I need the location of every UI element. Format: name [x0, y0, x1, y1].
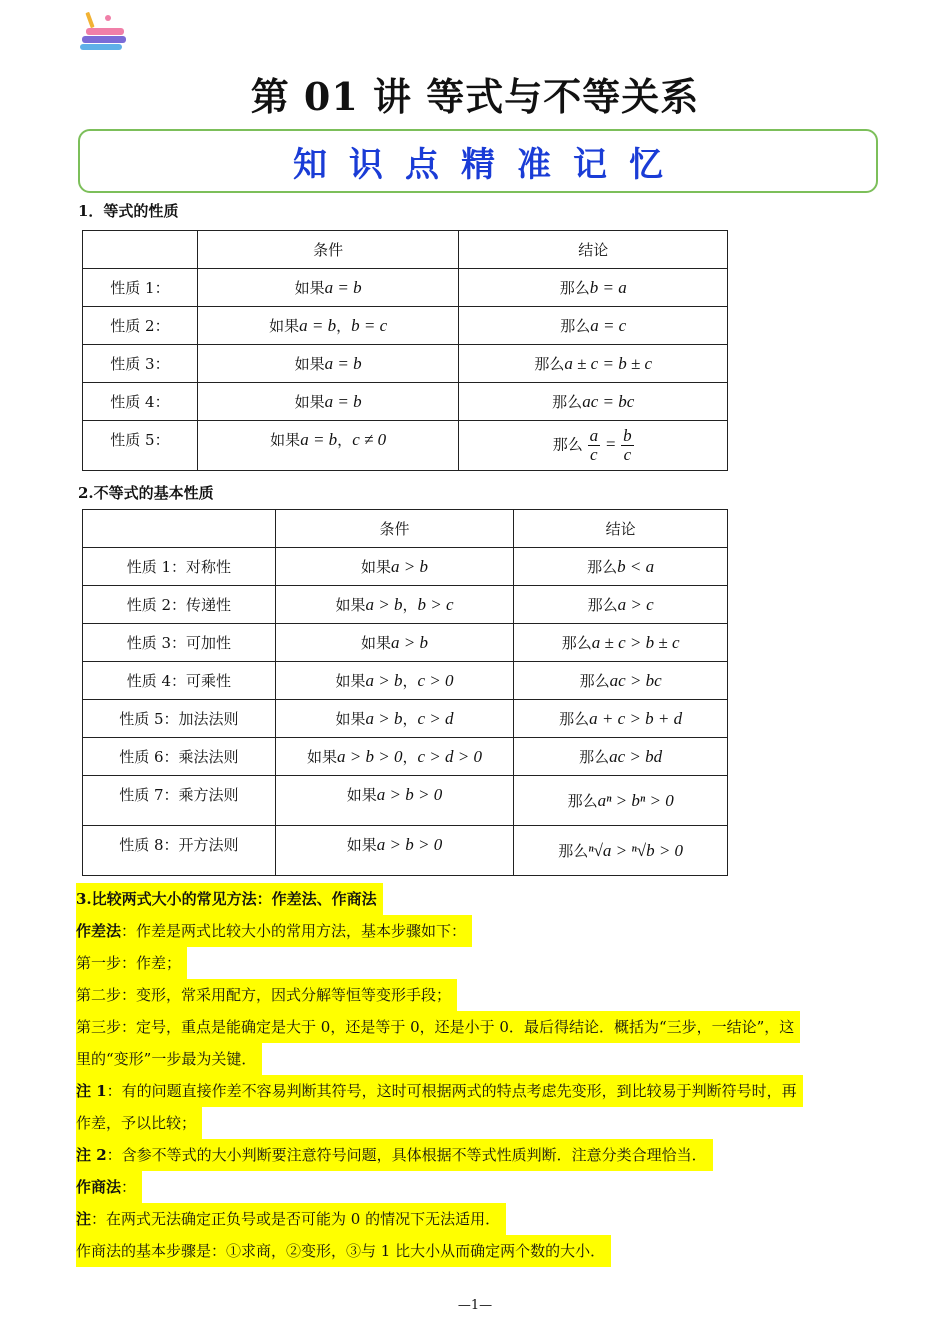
table-row: [83, 776, 728, 826]
table-row: [83, 421, 728, 471]
condition-math: a > b > 0: [376, 835, 443, 854]
highlight-line: [76, 1075, 803, 1107]
conclusion-cell: [514, 738, 728, 776]
condition-prefix: 如果: [361, 634, 392, 652]
condition-prefix: 如果: [270, 431, 301, 449]
equality-table: [82, 230, 728, 471]
conclusion-math: ac = bc: [582, 392, 635, 411]
fraction-numerator: a: [589, 426, 599, 445]
conclusion-prefix: 那么: [552, 393, 583, 411]
conclusion-prefix: 那么: [552, 435, 583, 454]
condition-cell: [275, 662, 514, 700]
property-name: 性质 1：: [83, 269, 198, 307]
conclusion-math: a > c: [617, 595, 654, 614]
conclusion-prefix: 那么: [561, 634, 592, 652]
condition-math: a > b: [365, 709, 403, 728]
fraction-denominator: c: [623, 445, 632, 464]
conclusion-math: b = a: [589, 278, 627, 297]
condition-math: a = b: [324, 392, 362, 411]
conclusion-cell: [459, 421, 728, 471]
condition-cell: [275, 826, 514, 876]
property-name: 性质 3：: [83, 345, 198, 383]
conclusion-prefix: 那么: [579, 748, 610, 766]
condition-separator: ，: [402, 710, 418, 728]
line-text: 里的“变形”一步最为关键．: [76, 1050, 257, 1068]
condition-prefix: 如果: [346, 836, 377, 854]
condition-prefix: 如果: [307, 748, 338, 766]
property-name: 性质 1：对称性: [83, 548, 276, 586]
line-text: 第二步：变形，常采用配方，因式分解等恒等变形手段；: [76, 986, 452, 1004]
line-label: 注 2: [76, 1146, 107, 1164]
condition-math: a > b: [365, 595, 403, 614]
condition-math: a > b > 0: [337, 747, 403, 766]
condition-math: a = b: [324, 354, 362, 373]
line-text: ：含参不等式的大小判断要注意符号问题，具体根据不等式性质判断．注意分类合理恰当．: [106, 1146, 707, 1164]
condition-math-2: b = c: [351, 316, 388, 335]
highlight-line: [76, 1011, 800, 1043]
condition-cell: [275, 738, 514, 776]
conclusion-math: ac > bc: [609, 671, 662, 690]
property-name: 性质 4：可乘性: [83, 662, 276, 700]
conclusion-prefix: 那么: [587, 596, 618, 614]
condition-separator: ，: [402, 748, 418, 766]
conclusion-prefix: 那么: [534, 355, 565, 373]
conclusion-cell: [514, 662, 728, 700]
page-title: 第 01 讲 等式与不等关系: [250, 74, 700, 119]
condition-separator: ，: [337, 431, 353, 449]
books-pencil-icon: [78, 8, 130, 52]
table-row: [83, 586, 728, 624]
fraction-denominator: c: [590, 445, 598, 464]
conclusion-prefix: 那么: [558, 842, 589, 860]
condition-prefix: 如果: [335, 596, 366, 614]
line-text: ：有的问题直接作差不容易判断其符号，这时可根据两式的特点考虑先变形，到比较易于判断符号时，再: [106, 1082, 797, 1100]
conclusion-math: a + c > b + d: [589, 709, 683, 728]
condition-cell: [197, 383, 459, 421]
conclusion-cell: [459, 269, 728, 307]
highlight-line: [76, 1203, 506, 1235]
fraction-a-over-c: [588, 427, 601, 464]
table-row: [83, 826, 728, 876]
condition-cell: [197, 345, 459, 383]
property-name: 性质 6：乘法法则: [83, 738, 276, 776]
header-cell-conclusion: 结论: [514, 510, 728, 548]
conclusion-math: aⁿ > bⁿ > 0: [597, 791, 674, 810]
table-row: [83, 548, 728, 586]
highlight-line: [76, 1171, 142, 1203]
condition-cell: [275, 586, 514, 624]
table-header-row: [83, 510, 728, 548]
condition-cell: [275, 624, 514, 662]
line-text: ：: [121, 1178, 137, 1196]
header-cell-condition: 条件: [197, 231, 459, 269]
condition-math: a > b: [391, 633, 428, 652]
condition-cell: [275, 548, 514, 586]
condition-prefix: 如果: [294, 355, 325, 373]
conclusion-cell: [514, 624, 728, 662]
conclusion-cell: [514, 776, 728, 826]
conclusion-cell: [514, 700, 728, 738]
condition-math-2: c > 0: [417, 671, 454, 690]
condition-prefix: 如果: [335, 672, 366, 690]
conclusion-math: a ± c = b ± c: [564, 354, 653, 373]
condition-math: a = b: [299, 316, 337, 335]
header-cell-conclusion: 结论: [459, 231, 728, 269]
conclusion-math: a = c: [590, 316, 627, 335]
condition-cell: [275, 700, 514, 738]
condition-cell: [275, 776, 514, 826]
line-text: 第三步：定号，重点是能确定是大于 0，还是等于 0，还是小于 0．最后得结论．概括为“三步，一结论”，这: [76, 1018, 795, 1036]
line-label: 作差法: [76, 922, 122, 940]
section1-heading: 1．等式的性质: [78, 202, 179, 220]
table-header-row: [83, 231, 728, 269]
fraction-b-over-c: [621, 427, 634, 464]
conclusion-prefix: 那么: [560, 317, 591, 335]
table-row: [83, 269, 728, 307]
table-row: [83, 738, 728, 776]
conclusion-prefix: 那么: [579, 672, 610, 690]
conclusion-math: ⁿ√a > ⁿ√b > 0: [588, 841, 684, 860]
condition-prefix: 如果: [294, 393, 325, 411]
line-text: 第一步：作差；: [76, 954, 182, 972]
equals-sign: =: [604, 434, 617, 454]
property-name: 性质 3：可加性: [83, 624, 276, 662]
table-row: [83, 345, 728, 383]
highlight-line: [76, 947, 187, 979]
condition-math: a > b: [365, 671, 403, 690]
line-text: 作商法的基本步骤是：①求商，②变形，③与 1 比大小从而确定两个数的大小．: [76, 1242, 606, 1260]
property-name: 性质 5：加法法则: [83, 700, 276, 738]
property-name: 性质 2：: [83, 307, 198, 345]
conclusion-prefix: 那么: [559, 279, 590, 297]
condition-math-2: c > d > 0: [417, 747, 482, 766]
conclusion-prefix: 那么: [587, 558, 618, 576]
condition-math: a > b: [391, 557, 428, 576]
conclusion-prefix: 那么: [567, 792, 598, 810]
condition-math: a > b > 0: [376, 785, 443, 804]
highlight-line: [76, 1043, 262, 1075]
line-label: 注: [76, 1210, 92, 1228]
highlight-line: [76, 1235, 611, 1267]
conclusion-math: ac > bd: [609, 747, 663, 766]
condition-math: a = b: [300, 430, 338, 449]
table-row: [83, 662, 728, 700]
conclusion-cell: [514, 826, 728, 876]
conclusion-cell: [459, 345, 728, 383]
conclusion-math: a ± c > b ± c: [591, 633, 680, 652]
section3-heading: 3.比较两式大小的常见方法：作差法、作商法: [76, 883, 383, 915]
condition-math: a = b: [324, 278, 362, 297]
condition-cell: [197, 307, 459, 345]
conclusion-prefix: 那么: [559, 710, 590, 728]
highlight-line: [76, 979, 457, 1011]
table-row: [83, 307, 728, 345]
section-banner: [78, 129, 878, 193]
line-text: 作差，予以比较；: [76, 1114, 197, 1132]
line-text: ：作差是两式比较大小的常用方法，基本步骤如下：: [121, 922, 467, 940]
banner-text: 知识点精准记忆: [293, 144, 685, 185]
highlight-line: [76, 1107, 202, 1139]
conclusion-cell: [514, 586, 728, 624]
condition-math-2: b > c: [417, 595, 454, 614]
line-label: 作商法: [76, 1178, 122, 1196]
conclusion-math: b < a: [617, 557, 655, 576]
header-cell-condition: 条件: [275, 510, 514, 548]
table-row: [83, 624, 728, 662]
property-name: 性质 5：: [83, 421, 198, 471]
highlight-line: [76, 915, 472, 947]
property-name: 性质 2：传递性: [83, 586, 276, 624]
condition-prefix: 如果: [294, 279, 325, 297]
conclusion-cell: [459, 383, 728, 421]
property-name: 性质 4：: [83, 383, 198, 421]
condition-separator: ，: [402, 672, 418, 690]
condition-math-2: c ≠ 0: [352, 430, 387, 449]
section2-heading: 2.不等式的基本性质: [78, 484, 214, 502]
condition-prefix: 如果: [346, 786, 377, 804]
inequality-table: [82, 509, 728, 876]
table-row: [83, 700, 728, 738]
condition-cell: [197, 269, 459, 307]
fraction-numerator: b: [623, 426, 632, 445]
table-row: [83, 383, 728, 421]
highlight-line: [76, 1139, 713, 1171]
condition-prefix: 如果: [269, 317, 300, 335]
property-name: 性质 7：乘方法则: [83, 776, 276, 826]
condition-separator: ，: [402, 596, 418, 614]
conclusion-cell: [514, 548, 728, 586]
conclusion-cell: [459, 307, 728, 345]
line-text: ：在两式无法确定正负号或是否可能为 0 的情况下无法适用．: [91, 1210, 501, 1228]
page-number: —1—: [457, 1298, 493, 1313]
condition-prefix: 如果: [361, 558, 392, 576]
condition-separator: ，: [336, 317, 352, 335]
condition-prefix: 如果: [335, 710, 366, 728]
line-label: 注 1: [76, 1082, 107, 1100]
condition-math-2: c > d: [417, 709, 454, 728]
condition-cell: [197, 421, 459, 471]
header-cell-empty: [83, 231, 198, 269]
header-cell-empty: [83, 510, 276, 548]
property-name: 性质 8：开方法则: [83, 826, 276, 876]
